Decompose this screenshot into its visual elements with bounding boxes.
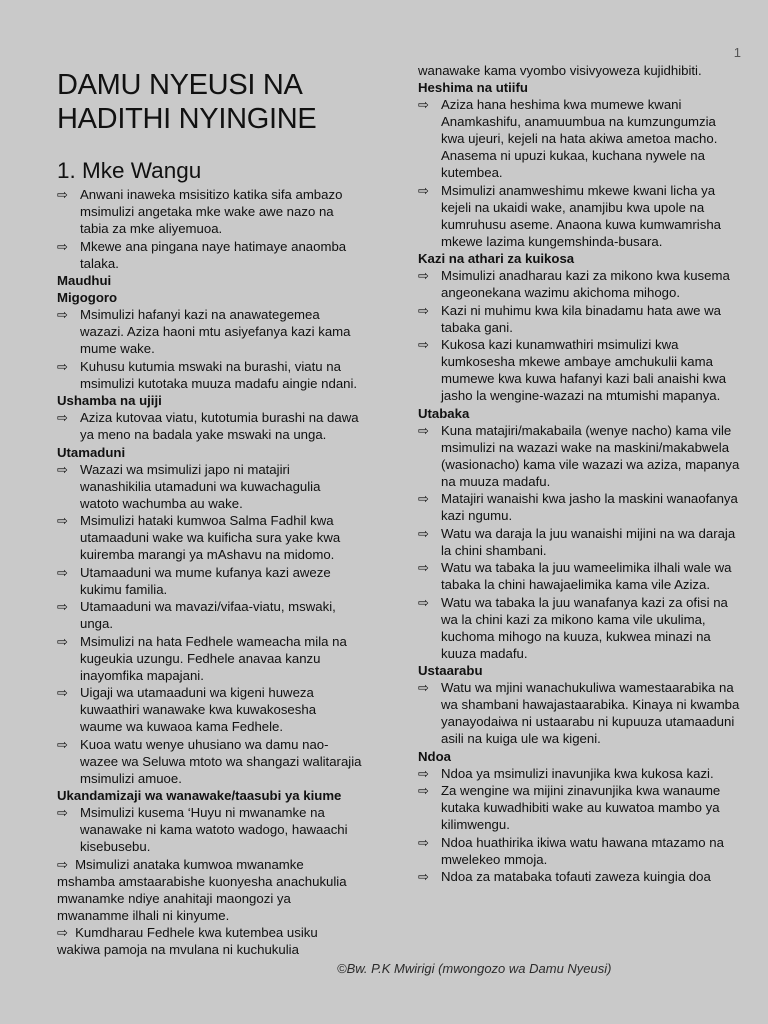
list-item-text: Za wengine wa mijini zinavunjika kwa wanaume kutaka kuwadhibiti wake au kuwatoa mambo ya kilimwengu. — [441, 783, 721, 832]
continued-text: wanawake kama vyombo visivyoweza kujidhibiti. — [418, 63, 702, 78]
list-item-text: Kuna matajiri/makabaila (wenye nacho) kama vile msimulizi na wazazi wake na maskini/makabwela (wasionacho) kama vile wazazi wa aziza, mapanya na muuza madafu. — [441, 422, 740, 489]
utabaka-list — [418, 422, 740, 662]
heading-kazi: Kazi na athari za kuikosa — [418, 251, 575, 266]
intro-list — [57, 186, 362, 272]
list-item-text: Msimulizi na hata Fedhele wameacha mila na kugeukia uzungu. Fedhele anavaa kanzu inayomfika mapajani. — [80, 633, 347, 683]
arrow-icon: ⇨ — [57, 358, 68, 374]
list-item — [418, 594, 740, 662]
footer-credit: ©Bw. P.K Mwirigi (mwongozo wa Damu Nyeusi) — [337, 961, 612, 976]
heading-utamaduni: Utamaduni — [57, 444, 126, 460]
arrow-icon: ⇨ — [418, 525, 429, 541]
list-item — [57, 736, 362, 787]
list-item-text: Ndoa ya msimulizi inavunjika kwa kukosa kazi. — [441, 765, 714, 781]
list-item-text: Msimulizi anamweshimu mkewe kwani licha ya kejeli na ukaidi wake, anamjibu kwa upole na kumruhusu aseme. Anaona kuwa kumwamrisha mkewe lazima kungemshinda-busara. — [441, 182, 722, 249]
list-item — [57, 358, 362, 392]
list-item — [57, 598, 362, 632]
arrow-icon: ⇨ — [57, 307, 68, 322]
list-item — [57, 564, 362, 598]
kazi-list — [418, 267, 740, 404]
arrow-icon: ⇨ — [418, 594, 429, 610]
list-item — [57, 306, 362, 357]
list-item-text: Matajiri wanaishi kwa jasho la maskini wanaofanya kazi ngumu. — [441, 491, 738, 523]
list-item-text: Uigaji wa utamaaduni wa kigeni huweza kuwaathiri wanawake kwa kuwakosesha waume wa kuwaoa kama Fedhele. — [80, 685, 317, 734]
list-item-text: Kuoa watu wenye uhusiano wa damu nao-wazee wa Seluwa mtoto wa shangazi walitarajia msimulizi amuoe. — [80, 736, 362, 786]
list-item-text: Utamaaduni wa mume kufanya kazi aweze kukimu familia. — [80, 564, 331, 597]
arrow-icon: ⇨ — [418, 97, 429, 112]
ustaarabu-list — [418, 679, 740, 747]
arrow-icon: ⇨ — [57, 564, 68, 580]
ndoa-list — [418, 765, 740, 886]
list-item — [418, 422, 740, 490]
heading-migogoro: Migogoro — [57, 290, 118, 305]
list-item — [57, 633, 362, 684]
arrow-icon: ⇨ — [418, 182, 429, 198]
heading-ushamba: Ushamba na ujiji — [57, 393, 162, 408]
paragraph-2-text: Kumdharau Fedhele kwa kutembea usiku wakiwa pamoja na mvulana ni kuchukulia — [57, 924, 318, 957]
list-item — [418, 782, 740, 833]
arrow-icon: ⇨ — [418, 869, 429, 884]
ushamba-list — [57, 409, 362, 443]
paragraph-1 — [57, 856, 362, 924]
arrow-icon: ⇨ — [57, 513, 68, 528]
list-item-text: Msimulizi anadharau kazi za mikono kwa kusema angeonekana wazimu akichoma mihogo. — [441, 268, 730, 300]
arrow-icon: ⇨ — [57, 856, 69, 872]
list-item-text: Anwani inaweka msisitizo katika sifa ambazo msimulizi angetaka mke wake awe nazo na tabia za mke aliyemuoa. — [80, 187, 343, 236]
arrow-icon: ⇨ — [57, 805, 68, 820]
list-item — [418, 834, 740, 868]
arrow-icon: ⇨ — [57, 410, 68, 425]
left-column — [57, 62, 362, 958]
ukandamizaji-list — [57, 804, 362, 855]
page-number: 1 — [733, 45, 741, 60]
list-item — [418, 868, 740, 885]
list-item-text: Kuhusu kutumia mswaki na burashi, viatu na msimulizi kutotaka muuza madafu aingie ndani. — [80, 358, 358, 391]
arrow-icon: ⇨ — [418, 491, 429, 506]
utamaduni-list — [57, 461, 362, 787]
list-item-text: Watu wa mjini wanachukuliwa wamestaarabika na wa shambani hawajastaarabika. Kinaya ni kwamba yanayodaiwa ni ustaarabu ni kupuuza utamaaduni asili na kuiga ule wa kigeni. — [441, 680, 740, 746]
arrow-icon: ⇨ — [418, 337, 429, 352]
list-item-text: Aziza kutovaa viatu, kutotumia burashi na dawa ya meno na badala yake mswaki na unga. — [80, 410, 359, 442]
arrow-icon: ⇨ — [57, 238, 68, 254]
arrow-icon: ⇨ — [418, 422, 429, 438]
arrow-icon: ⇨ — [57, 633, 68, 649]
list-item-text: Mkewe ana pingana naye hatimaye anaomba talaka. — [80, 238, 347, 271]
paragraph-2 — [57, 924, 362, 958]
list-item — [418, 490, 740, 524]
list-item-text: Watu wa daraja la juu wanaishi mijini na wa daraja la chini shambani. — [441, 525, 736, 558]
right-column — [418, 62, 740, 886]
list-item — [418, 267, 740, 301]
arrow-icon: ⇨ — [57, 924, 69, 940]
list-item-text: Kazi ni muhimu kwa kila binadamu hata awe wa tabaka gani. — [441, 302, 722, 335]
arrow-icon: ⇨ — [418, 783, 429, 798]
list-item — [418, 336, 740, 404]
list-item — [57, 684, 362, 735]
heading-utabaka: Utabaka — [418, 405, 470, 421]
migogoro-list — [57, 306, 362, 392]
list-item-text: Watu wa tabaka la juu wameelimika ilhali wale wa tabaka la chini hawajaelimika kama vile Aziza. — [441, 560, 732, 592]
arrow-icon: ⇨ — [57, 599, 68, 614]
list-item — [57, 186, 362, 237]
list-item — [57, 409, 362, 443]
arrow-icon: ⇨ — [418, 268, 429, 283]
arrow-icon: ⇨ — [418, 680, 429, 695]
arrow-icon: ⇨ — [57, 461, 68, 477]
title-line-1: DAMU NYEUSI NA — [57, 69, 303, 101]
list-item — [418, 679, 740, 747]
list-item — [57, 461, 362, 512]
arrow-icon: ⇨ — [57, 736, 68, 752]
list-item — [418, 302, 740, 336]
heading-ustaarabu: Ustaarabu — [418, 663, 483, 678]
list-item — [57, 804, 362, 855]
list-item — [418, 559, 740, 593]
paragraph-1-text: Msimulizi anataka kumwoa mwanamke mshamba amstaarabishe kuonyesha anachukulia mwanamke ndiye anahitaji maongozi ya mwanamme ilhali ni kinyume. — [57, 856, 347, 923]
arrow-icon: ⇨ — [57, 187, 68, 202]
list-item — [418, 765, 740, 782]
list-item-text: Utamaaduni wa mavazi/vifaa-viatu, mswaki, unga. — [80, 599, 336, 631]
arrow-icon: ⇨ — [418, 834, 429, 850]
list-item — [418, 525, 740, 559]
title-line-2: HADITHI NYINGINE — [57, 103, 317, 135]
list-item — [57, 238, 362, 272]
heading-maudhui: Maudhui — [57, 273, 112, 288]
list-item-text: Msimulizi kusema ‘Huyu ni mwanamke na wanawake ni kama watoto wadogo, hawaachi kisebusebu. — [80, 805, 348, 854]
list-item-text: Ndoa za matabaka tofauti zaweza kuingia doa — [441, 869, 711, 884]
arrow-icon: ⇨ — [57, 685, 68, 700]
heading-ukandamizaji: Ukandamizaji wa wanawake/taasubi ya kiume — [57, 788, 342, 803]
list-item — [57, 512, 362, 563]
arrow-icon: ⇨ — [418, 765, 429, 781]
list-item-text: Kukosa kazi kunamwathiri msimulizi kwa kumkosesha mkewe ambaye amchukulii kama mumewe kwa kuwa hafanyi kazi bali anaishi kwa jasho la wengine-wazazi na mtumishi mapanya. — [441, 337, 727, 403]
list-item-text: Msimulizi hafanyi kazi na anawategemea wazazi. Aziza haoni mtu asiyefanya kazi kama mume wake. — [80, 307, 351, 356]
section-heading: 1. Mke Wangu — [57, 158, 202, 183]
arrow-icon: ⇨ — [418, 560, 429, 575]
list-item — [418, 96, 740, 181]
list-item-text: Aziza hana heshima kwa mumewe kwani Anamkashifu, anamuumbua na kumzungumzia kwa ujeuri, kejeli na hata akiwa ametoa macho. Anasema ni upuzi kukaa, kuchana nywele na kutembea. — [441, 97, 718, 180]
list-item-text: Watu wa tabaka la juu wanafanya kazi za ofisi na wa la chini kazi za mikono kama vile ukulima, kuchoma mihogo na kuuza, kukwea minazi na kuuza madafu. — [441, 594, 728, 661]
list-item-text: Ndoa huathirika ikiwa watu hawana mtazamo na mwelekeo mmoja. — [441, 834, 724, 867]
list-item-text: Msimulizi hataki kumwoa Salma Fadhil kwa utamaaduni wake wa kuificha sura yake kwa kuiremba marangi ya mAshavu na midomo. — [80, 513, 341, 562]
heshima-list — [418, 96, 740, 250]
arrow-icon: ⇨ — [418, 302, 429, 318]
heading-ndoa: Ndoa — [418, 748, 451, 764]
list-item-text: Wazazi wa msimulizi japo ni matajiri wanashikilia utamaduni wa kuwachagulia watoto wachumba au wake. — [80, 461, 321, 511]
document-title — [57, 68, 362, 136]
heading-heshima: Heshima na utiifu — [418, 80, 528, 95]
list-item — [418, 182, 740, 250]
